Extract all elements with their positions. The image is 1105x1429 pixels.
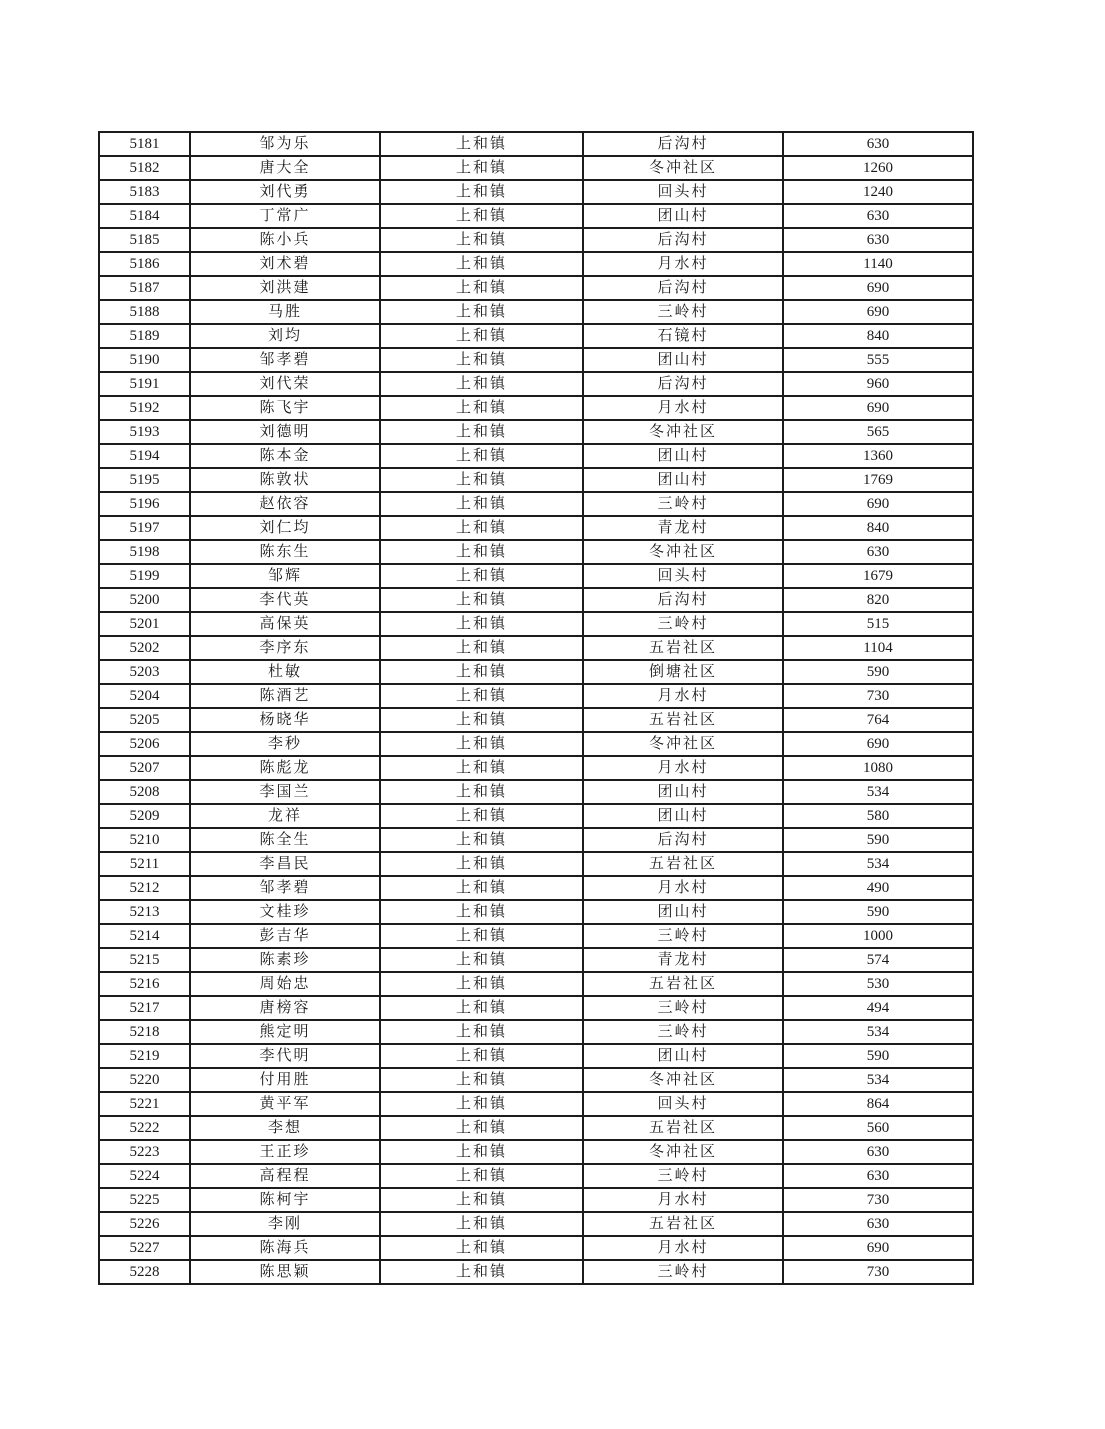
cell-town: 上和镇 (380, 780, 583, 804)
cell-village: 冬冲社区 (583, 732, 783, 756)
cell-town: 上和镇 (380, 708, 583, 732)
cell-town: 上和镇 (380, 372, 583, 396)
table-row (99, 852, 973, 876)
cell-serial-number: 5205 (99, 708, 190, 732)
cell-village: 团山村 (583, 204, 783, 228)
table-row (99, 876, 973, 900)
cell-person-name: 陈飞宇 (190, 396, 380, 420)
cell-amount: 534 (783, 1020, 973, 1044)
cell-person-name: 陈东生 (190, 540, 380, 564)
cell-town: 上和镇 (380, 228, 583, 252)
cell-town: 上和镇 (380, 612, 583, 636)
cell-person-name: 陈本金 (190, 444, 380, 468)
cell-town: 上和镇 (380, 804, 583, 828)
cell-village: 倒塘社区 (583, 660, 783, 684)
cell-amount: 1360 (783, 444, 973, 468)
cell-amount: 690 (783, 396, 973, 420)
cell-town: 上和镇 (380, 1140, 583, 1164)
cell-person-name: 杨晓华 (190, 708, 380, 732)
cell-serial-number: 5218 (99, 1020, 190, 1044)
cell-amount: 730 (783, 684, 973, 708)
cell-serial-number: 5196 (99, 492, 190, 516)
cell-village: 冬冲社区 (583, 420, 783, 444)
cell-serial-number: 5220 (99, 1068, 190, 1092)
cell-serial-number: 5204 (99, 684, 190, 708)
cell-person-name: 邹孝碧 (190, 348, 380, 372)
cell-village: 三岭村 (583, 1164, 783, 1188)
cell-village: 月水村 (583, 1188, 783, 1212)
cell-person-name: 邹孝碧 (190, 876, 380, 900)
cell-town: 上和镇 (380, 156, 583, 180)
cell-serial-number: 5185 (99, 228, 190, 252)
cell-village: 后沟村 (583, 276, 783, 300)
cell-town: 上和镇 (380, 900, 583, 924)
table-row (99, 132, 973, 156)
table-row (99, 1020, 973, 1044)
cell-person-name: 陈彪龙 (190, 756, 380, 780)
cell-village: 后沟村 (583, 828, 783, 852)
cell-amount: 840 (783, 516, 973, 540)
cell-town: 上和镇 (380, 1092, 583, 1116)
cell-town: 上和镇 (380, 924, 583, 948)
cell-serial-number: 5187 (99, 276, 190, 300)
cell-amount: 1240 (783, 180, 973, 204)
cell-amount: 764 (783, 708, 973, 732)
cell-person-name: 唐大全 (190, 156, 380, 180)
cell-amount: 864 (783, 1092, 973, 1116)
table-row (99, 780, 973, 804)
cell-town: 上和镇 (380, 1020, 583, 1044)
table-row (99, 900, 973, 924)
cell-amount: 580 (783, 804, 973, 828)
cell-town: 上和镇 (380, 1260, 583, 1284)
cell-village: 三岭村 (583, 996, 783, 1020)
table-row (99, 1092, 973, 1116)
cell-serial-number: 5211 (99, 852, 190, 876)
cell-amount: 1080 (783, 756, 973, 780)
cell-serial-number: 5195 (99, 468, 190, 492)
cell-amount: 730 (783, 1188, 973, 1212)
table-row (99, 276, 973, 300)
cell-village: 月水村 (583, 756, 783, 780)
cell-village: 团山村 (583, 468, 783, 492)
table-row (99, 348, 973, 372)
cell-amount: 630 (783, 1140, 973, 1164)
cell-village: 青龙村 (583, 948, 783, 972)
cell-town: 上和镇 (380, 876, 583, 900)
cell-village: 月水村 (583, 684, 783, 708)
cell-town: 上和镇 (380, 396, 583, 420)
cell-person-name: 李昌民 (190, 852, 380, 876)
records-table-body (99, 132, 973, 1284)
cell-town: 上和镇 (380, 732, 583, 756)
cell-amount: 1000 (783, 924, 973, 948)
cell-amount: 630 (783, 132, 973, 156)
table-row (99, 804, 973, 828)
cell-town: 上和镇 (380, 516, 583, 540)
cell-town: 上和镇 (380, 684, 583, 708)
cell-town: 上和镇 (380, 180, 583, 204)
cell-amount: 530 (783, 972, 973, 996)
cell-person-name: 高程程 (190, 1164, 380, 1188)
cell-person-name: 唐榜容 (190, 996, 380, 1020)
cell-town: 上和镇 (380, 444, 583, 468)
cell-amount: 690 (783, 276, 973, 300)
cell-amount: 630 (783, 1164, 973, 1188)
cell-town: 上和镇 (380, 252, 583, 276)
table-row (99, 1116, 973, 1140)
cell-person-name: 黄平军 (190, 1092, 380, 1116)
cell-person-name: 杜敏 (190, 660, 380, 684)
cell-person-name: 周始忠 (190, 972, 380, 996)
table-row (99, 1188, 973, 1212)
cell-village: 五岩社区 (583, 1116, 783, 1140)
cell-village: 冬冲社区 (583, 156, 783, 180)
cell-town: 上和镇 (380, 540, 583, 564)
cell-serial-number: 5188 (99, 300, 190, 324)
cell-amount: 590 (783, 1044, 973, 1068)
table-row (99, 564, 973, 588)
cell-village: 五岩社区 (583, 1212, 783, 1236)
cell-serial-number: 5228 (99, 1260, 190, 1284)
cell-serial-number: 5224 (99, 1164, 190, 1188)
cell-serial-number: 5206 (99, 732, 190, 756)
cell-serial-number: 5181 (99, 132, 190, 156)
cell-serial-number: 5219 (99, 1044, 190, 1068)
cell-person-name: 高保英 (190, 612, 380, 636)
cell-person-name: 龙祥 (190, 804, 380, 828)
cell-serial-number: 5201 (99, 612, 190, 636)
table-row (99, 1068, 973, 1092)
cell-person-name: 陈海兵 (190, 1236, 380, 1260)
cell-serial-number: 5208 (99, 780, 190, 804)
cell-person-name: 陈思颖 (190, 1260, 380, 1284)
cell-amount: 555 (783, 348, 973, 372)
cell-amount: 820 (783, 588, 973, 612)
table-row (99, 756, 973, 780)
cell-serial-number: 5182 (99, 156, 190, 180)
cell-serial-number: 5200 (99, 588, 190, 612)
cell-person-name: 陈素珍 (190, 948, 380, 972)
table-row (99, 540, 973, 564)
cell-town: 上和镇 (380, 300, 583, 324)
cell-amount: 690 (783, 1236, 973, 1260)
cell-serial-number: 5192 (99, 396, 190, 420)
cell-serial-number: 5213 (99, 900, 190, 924)
cell-person-name: 邹为乐 (190, 132, 380, 156)
cell-serial-number: 5202 (99, 636, 190, 660)
cell-village: 后沟村 (583, 228, 783, 252)
cell-amount: 590 (783, 828, 973, 852)
cell-village: 三岭村 (583, 492, 783, 516)
table-row (99, 300, 973, 324)
cell-town: 上和镇 (380, 204, 583, 228)
cell-village: 后沟村 (583, 588, 783, 612)
table-row (99, 1236, 973, 1260)
table-row (99, 156, 973, 180)
cell-amount: 1679 (783, 564, 973, 588)
cell-serial-number: 5190 (99, 348, 190, 372)
cell-amount: 515 (783, 612, 973, 636)
records-table (98, 131, 974, 1285)
table-row (99, 996, 973, 1020)
cell-town: 上和镇 (380, 972, 583, 996)
cell-town: 上和镇 (380, 660, 583, 684)
cell-serial-number: 5216 (99, 972, 190, 996)
cell-serial-number: 5227 (99, 1236, 190, 1260)
table-row (99, 972, 973, 996)
cell-amount: 560 (783, 1116, 973, 1140)
cell-person-name: 刘代勇 (190, 180, 380, 204)
cell-town: 上和镇 (380, 564, 583, 588)
cell-town: 上和镇 (380, 852, 583, 876)
cell-amount: 565 (783, 420, 973, 444)
cell-person-name: 王正珍 (190, 1140, 380, 1164)
cell-serial-number: 5212 (99, 876, 190, 900)
table-row (99, 684, 973, 708)
cell-serial-number: 5223 (99, 1140, 190, 1164)
cell-serial-number: 5199 (99, 564, 190, 588)
cell-person-name: 李代英 (190, 588, 380, 612)
cell-village: 五岩社区 (583, 636, 783, 660)
cell-village: 冬冲社区 (583, 540, 783, 564)
cell-amount: 630 (783, 1212, 973, 1236)
cell-town: 上和镇 (380, 636, 583, 660)
cell-town: 上和镇 (380, 996, 583, 1020)
cell-amount: 490 (783, 876, 973, 900)
cell-town: 上和镇 (380, 324, 583, 348)
cell-town: 上和镇 (380, 420, 583, 444)
cell-town: 上和镇 (380, 828, 583, 852)
cell-person-name: 刘仁均 (190, 516, 380, 540)
cell-serial-number: 5189 (99, 324, 190, 348)
cell-serial-number: 5214 (99, 924, 190, 948)
cell-village: 团山村 (583, 444, 783, 468)
cell-town: 上和镇 (380, 588, 583, 612)
table-row (99, 372, 973, 396)
cell-serial-number: 5203 (99, 660, 190, 684)
cell-amount: 1140 (783, 252, 973, 276)
cell-village: 回头村 (583, 564, 783, 588)
cell-town: 上和镇 (380, 948, 583, 972)
cell-person-name: 李想 (190, 1116, 380, 1140)
cell-amount: 690 (783, 732, 973, 756)
cell-person-name: 赵依容 (190, 492, 380, 516)
cell-serial-number: 5194 (99, 444, 190, 468)
table-row (99, 660, 973, 684)
cell-village: 月水村 (583, 1236, 783, 1260)
cell-town: 上和镇 (380, 1236, 583, 1260)
cell-amount: 590 (783, 900, 973, 924)
cell-village: 团山村 (583, 804, 783, 828)
table-row (99, 612, 973, 636)
table-row (99, 828, 973, 852)
cell-person-name: 文桂珍 (190, 900, 380, 924)
cell-amount: 534 (783, 1068, 973, 1092)
cell-town: 上和镇 (380, 492, 583, 516)
cell-person-name: 李序东 (190, 636, 380, 660)
cell-amount: 840 (783, 324, 973, 348)
cell-serial-number: 5217 (99, 996, 190, 1020)
cell-serial-number: 5207 (99, 756, 190, 780)
cell-town: 上和镇 (380, 468, 583, 492)
cell-amount: 730 (783, 1260, 973, 1284)
table-row (99, 708, 973, 732)
cell-serial-number: 5197 (99, 516, 190, 540)
table-row (99, 588, 973, 612)
cell-serial-number: 5226 (99, 1212, 190, 1236)
cell-amount: 1260 (783, 156, 973, 180)
table-row (99, 324, 973, 348)
cell-person-name: 陈全生 (190, 828, 380, 852)
cell-amount: 630 (783, 540, 973, 564)
cell-village: 五岩社区 (583, 708, 783, 732)
cell-town: 上和镇 (380, 1212, 583, 1236)
cell-person-name: 李刚 (190, 1212, 380, 1236)
cell-town: 上和镇 (380, 1188, 583, 1212)
cell-person-name: 李秒 (190, 732, 380, 756)
cell-village: 冬冲社区 (583, 1068, 783, 1092)
cell-amount: 534 (783, 852, 973, 876)
cell-village: 月水村 (583, 396, 783, 420)
cell-village: 三岭村 (583, 300, 783, 324)
cell-person-name: 刘代荣 (190, 372, 380, 396)
cell-serial-number: 5221 (99, 1092, 190, 1116)
cell-amount: 1104 (783, 636, 973, 660)
table-row (99, 1164, 973, 1188)
cell-person-name: 刘术碧 (190, 252, 380, 276)
table-row (99, 1044, 973, 1068)
cell-person-name: 马胜 (190, 300, 380, 324)
cell-village: 回头村 (583, 1092, 783, 1116)
cell-town: 上和镇 (380, 276, 583, 300)
cell-village: 三岭村 (583, 612, 783, 636)
cell-serial-number: 5215 (99, 948, 190, 972)
cell-town: 上和镇 (380, 756, 583, 780)
table-row (99, 252, 973, 276)
cell-person-name: 陈小兵 (190, 228, 380, 252)
cell-village: 三岭村 (583, 924, 783, 948)
cell-serial-number: 5193 (99, 420, 190, 444)
cell-town: 上和镇 (380, 1164, 583, 1188)
cell-person-name: 邹辉 (190, 564, 380, 588)
table-row (99, 1140, 973, 1164)
table-row (99, 420, 973, 444)
cell-amount: 494 (783, 996, 973, 1020)
cell-village: 三岭村 (583, 1260, 783, 1284)
cell-person-name: 刘德明 (190, 420, 380, 444)
table-row (99, 492, 973, 516)
cell-person-name: 刘洪建 (190, 276, 380, 300)
table-row (99, 228, 973, 252)
cell-serial-number: 5209 (99, 804, 190, 828)
cell-village: 五岩社区 (583, 852, 783, 876)
cell-village: 团山村 (583, 780, 783, 804)
cell-serial-number: 5184 (99, 204, 190, 228)
cell-person-name: 刘均 (190, 324, 380, 348)
table-row (99, 924, 973, 948)
cell-village: 三岭村 (583, 1020, 783, 1044)
cell-serial-number: 5225 (99, 1188, 190, 1212)
cell-person-name: 彭吉华 (190, 924, 380, 948)
cell-town: 上和镇 (380, 348, 583, 372)
cell-village: 石镜村 (583, 324, 783, 348)
cell-village: 青龙村 (583, 516, 783, 540)
cell-village: 后沟村 (583, 372, 783, 396)
cell-person-name: 陈柯宇 (190, 1188, 380, 1212)
cell-amount: 960 (783, 372, 973, 396)
cell-town: 上和镇 (380, 1044, 583, 1068)
cell-amount: 590 (783, 660, 973, 684)
cell-person-name: 丁常广 (190, 204, 380, 228)
cell-amount: 574 (783, 948, 973, 972)
cell-village: 回头村 (583, 180, 783, 204)
cell-town: 上和镇 (380, 1068, 583, 1092)
table-row (99, 948, 973, 972)
cell-person-name: 陈敦状 (190, 468, 380, 492)
cell-village: 团山村 (583, 348, 783, 372)
cell-village: 团山村 (583, 900, 783, 924)
cell-serial-number: 5210 (99, 828, 190, 852)
cell-serial-number: 5191 (99, 372, 190, 396)
cell-person-name: 陈酒艺 (190, 684, 380, 708)
table-row (99, 396, 973, 420)
table-row (99, 204, 973, 228)
cell-amount: 630 (783, 204, 973, 228)
cell-amount: 690 (783, 492, 973, 516)
cell-amount: 534 (783, 780, 973, 804)
cell-village: 冬冲社区 (583, 1140, 783, 1164)
table-row (99, 636, 973, 660)
cell-serial-number: 5186 (99, 252, 190, 276)
cell-person-name: 李国兰 (190, 780, 380, 804)
cell-serial-number: 5222 (99, 1116, 190, 1140)
cell-serial-number: 5183 (99, 180, 190, 204)
cell-village: 月水村 (583, 252, 783, 276)
cell-town: 上和镇 (380, 132, 583, 156)
table-row (99, 516, 973, 540)
table-row (99, 468, 973, 492)
cell-person-name: 熊定明 (190, 1020, 380, 1044)
table-row (99, 1212, 973, 1236)
table-row (99, 1260, 973, 1284)
cell-village: 月水村 (583, 876, 783, 900)
cell-amount: 690 (783, 300, 973, 324)
table-row (99, 732, 973, 756)
cell-person-name: 李代明 (190, 1044, 380, 1068)
cell-village: 团山村 (583, 1044, 783, 1068)
table-row (99, 180, 973, 204)
cell-amount: 1769 (783, 468, 973, 492)
cell-town: 上和镇 (380, 1116, 583, 1140)
cell-village: 后沟村 (583, 132, 783, 156)
cell-serial-number: 5198 (99, 540, 190, 564)
cell-amount: 630 (783, 228, 973, 252)
table-row (99, 444, 973, 468)
cell-village: 五岩社区 (583, 972, 783, 996)
cell-person-name: 付用胜 (190, 1068, 380, 1092)
